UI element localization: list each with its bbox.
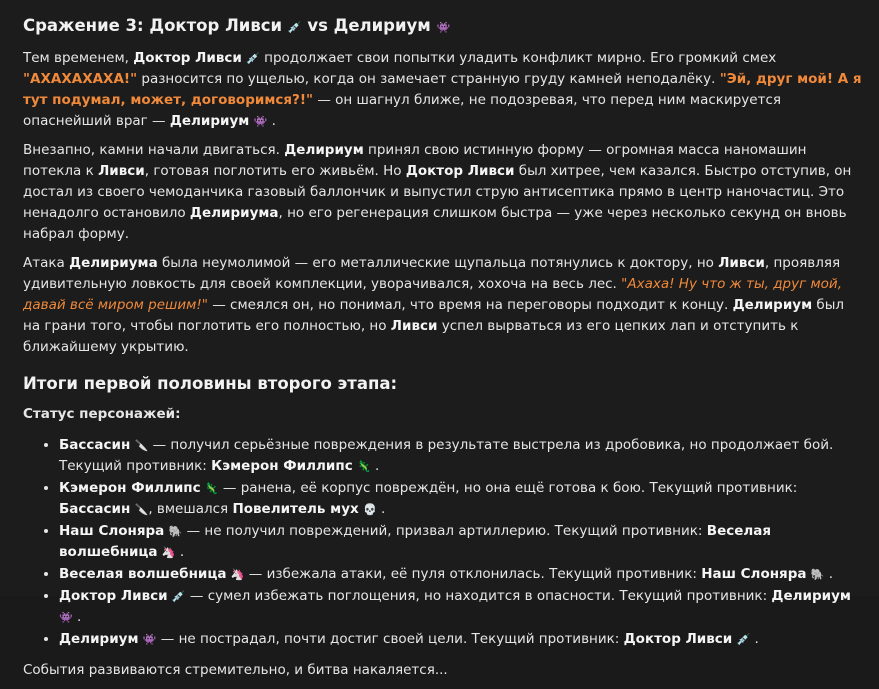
list-item: • Кэмерон Филлипс 🦎 — ранена, её корпус повреждён, но она ещё готова к бою. Текущий противник: Бассасин 🔪, вмешался Повелитель мух 💀 . [59, 478, 863, 520]
paragraph-2: Внезапно, камни начали двигаться. Делириум принял свою истинную форму — огромная масса наномашин потекла к Ливси, готовая поглотить его живьём. Но Доктор Ливси был хитрее, чем казался. Быстро отступив, он достал из своего чемоданчика газовый баллончик и выпустил струю антисептика прямо в центр наночастиц. Это ненадолго остановило Делириума, но его регенерация слишком быстра — уже через несколько секунд он вновь набрал форму. [23, 142, 852, 242]
elephant-icon: 🐘 [168, 525, 183, 538]
paragraph-3: Атака Делириума была неумолимой — его металлические щупальца потянулись к доктору, но Ливси, проявляя удивительную ловкость для своей комплекции, уворачивался, хохоча на весь лес. "Ахаха! Ну что ж ты, друг мой, давай всё миром решим!" — смеялся он, но понимал, что время на переговоры подходит к концу. Делириум был на грани того, чтобы поглотить его полностью, но Ливси успел вырваться из его цепких лап и отступить к ближайшему укрытию. [23, 255, 845, 355]
name-delirium: Делириум [169, 113, 250, 129]
message-content [23, 14, 863, 689]
syringe-icon: 💉 [736, 633, 751, 646]
quote-livesey: "Эй, друг мой! А я тут подумал, может, договоримся?!" [23, 71, 862, 108]
battle-title [23, 14, 863, 40]
lizard-icon: 🦎 [204, 482, 219, 495]
status-list [23, 435, 863, 650]
alien-monster-icon: 👾 [59, 611, 73, 624]
list-item: • Делириум 👾 — не пострадал, почти достиг своей цели. Текущий противник: Доктор Ливси 💉 . [59, 629, 863, 650]
syringe-icon: 💉 [287, 21, 302, 34]
list-item: • Наш Слоняра 🐘 — не получил повреждений, призвал артиллерию. Текущий противник: Веселая волшебница 🦄 . [59, 521, 863, 563]
final-line: События развиваются стремительно, и битва накаляется... [23, 662, 448, 678]
list-item: • Бассасин 🔪 — получил серьёзные повреждения в результате выстрела из дробовика, но продолжает бой. Текущий противник: Кэмерон Филлипс 🦎 . [59, 435, 863, 477]
title-text: Сражение 3: Доктор Ливси [23, 16, 283, 35]
syringe-icon: 💉 [246, 52, 260, 65]
syringe-icon: 💉 [171, 590, 186, 603]
skull-icon: 💀 [363, 503, 377, 516]
knife-icon: 🔪 [134, 503, 149, 516]
unicorn-icon: 🦄 [230, 568, 245, 581]
unicorn-icon: 🦄 [161, 546, 176, 559]
paragraph-1: Тем временем, Доктор Ливси 💉 продолжает свои попытки уладить конфликт мирно. Его громкий смех "АХАХАХАХА!" разносится по ущелью, когда он замечает странную груду камней неподалёку. "Эй, друг мой! А я тут подумал, может, договоримся?!" — он шагнул ближе, не подозревая, что перед ним маскируется опаснейший враг — Делириум 👾 . [23, 50, 862, 129]
quote-livesey-2: "Ахаха! Ну что ж ты, друг мой, давай всё миром решим!" [23, 276, 842, 313]
quote-laugh: "АХАХАХАХА!" [23, 71, 138, 87]
title-vs: vs Делириум [307, 16, 431, 35]
list-item: • Веселая волшебница 🦄 — избежала атаки, её пуля отклонилась. Текущий противник: Наш Слоняра 🐘 . [59, 564, 863, 585]
name-livesey: Доктор Ливси [133, 50, 242, 66]
list-item: • Доктор Ливси 💉 — сумел избежать поглощения, но находится в опасности. Текущий противник: Делириум 👾 . [59, 586, 863, 628]
elephant-icon: 🐘 [810, 568, 825, 581]
knife-icon: 🔪 [134, 439, 149, 452]
alien-monster-icon: 👾 [436, 21, 451, 34]
section-title: Итоги первой половины второго этапа: [23, 374, 398, 393]
alien-monster-icon: 👾 [253, 115, 268, 128]
lizard-icon: 🦎 [357, 460, 371, 473]
alien-monster-icon: 👾 [142, 633, 157, 646]
status-label: Статус персонажей: [23, 406, 181, 422]
